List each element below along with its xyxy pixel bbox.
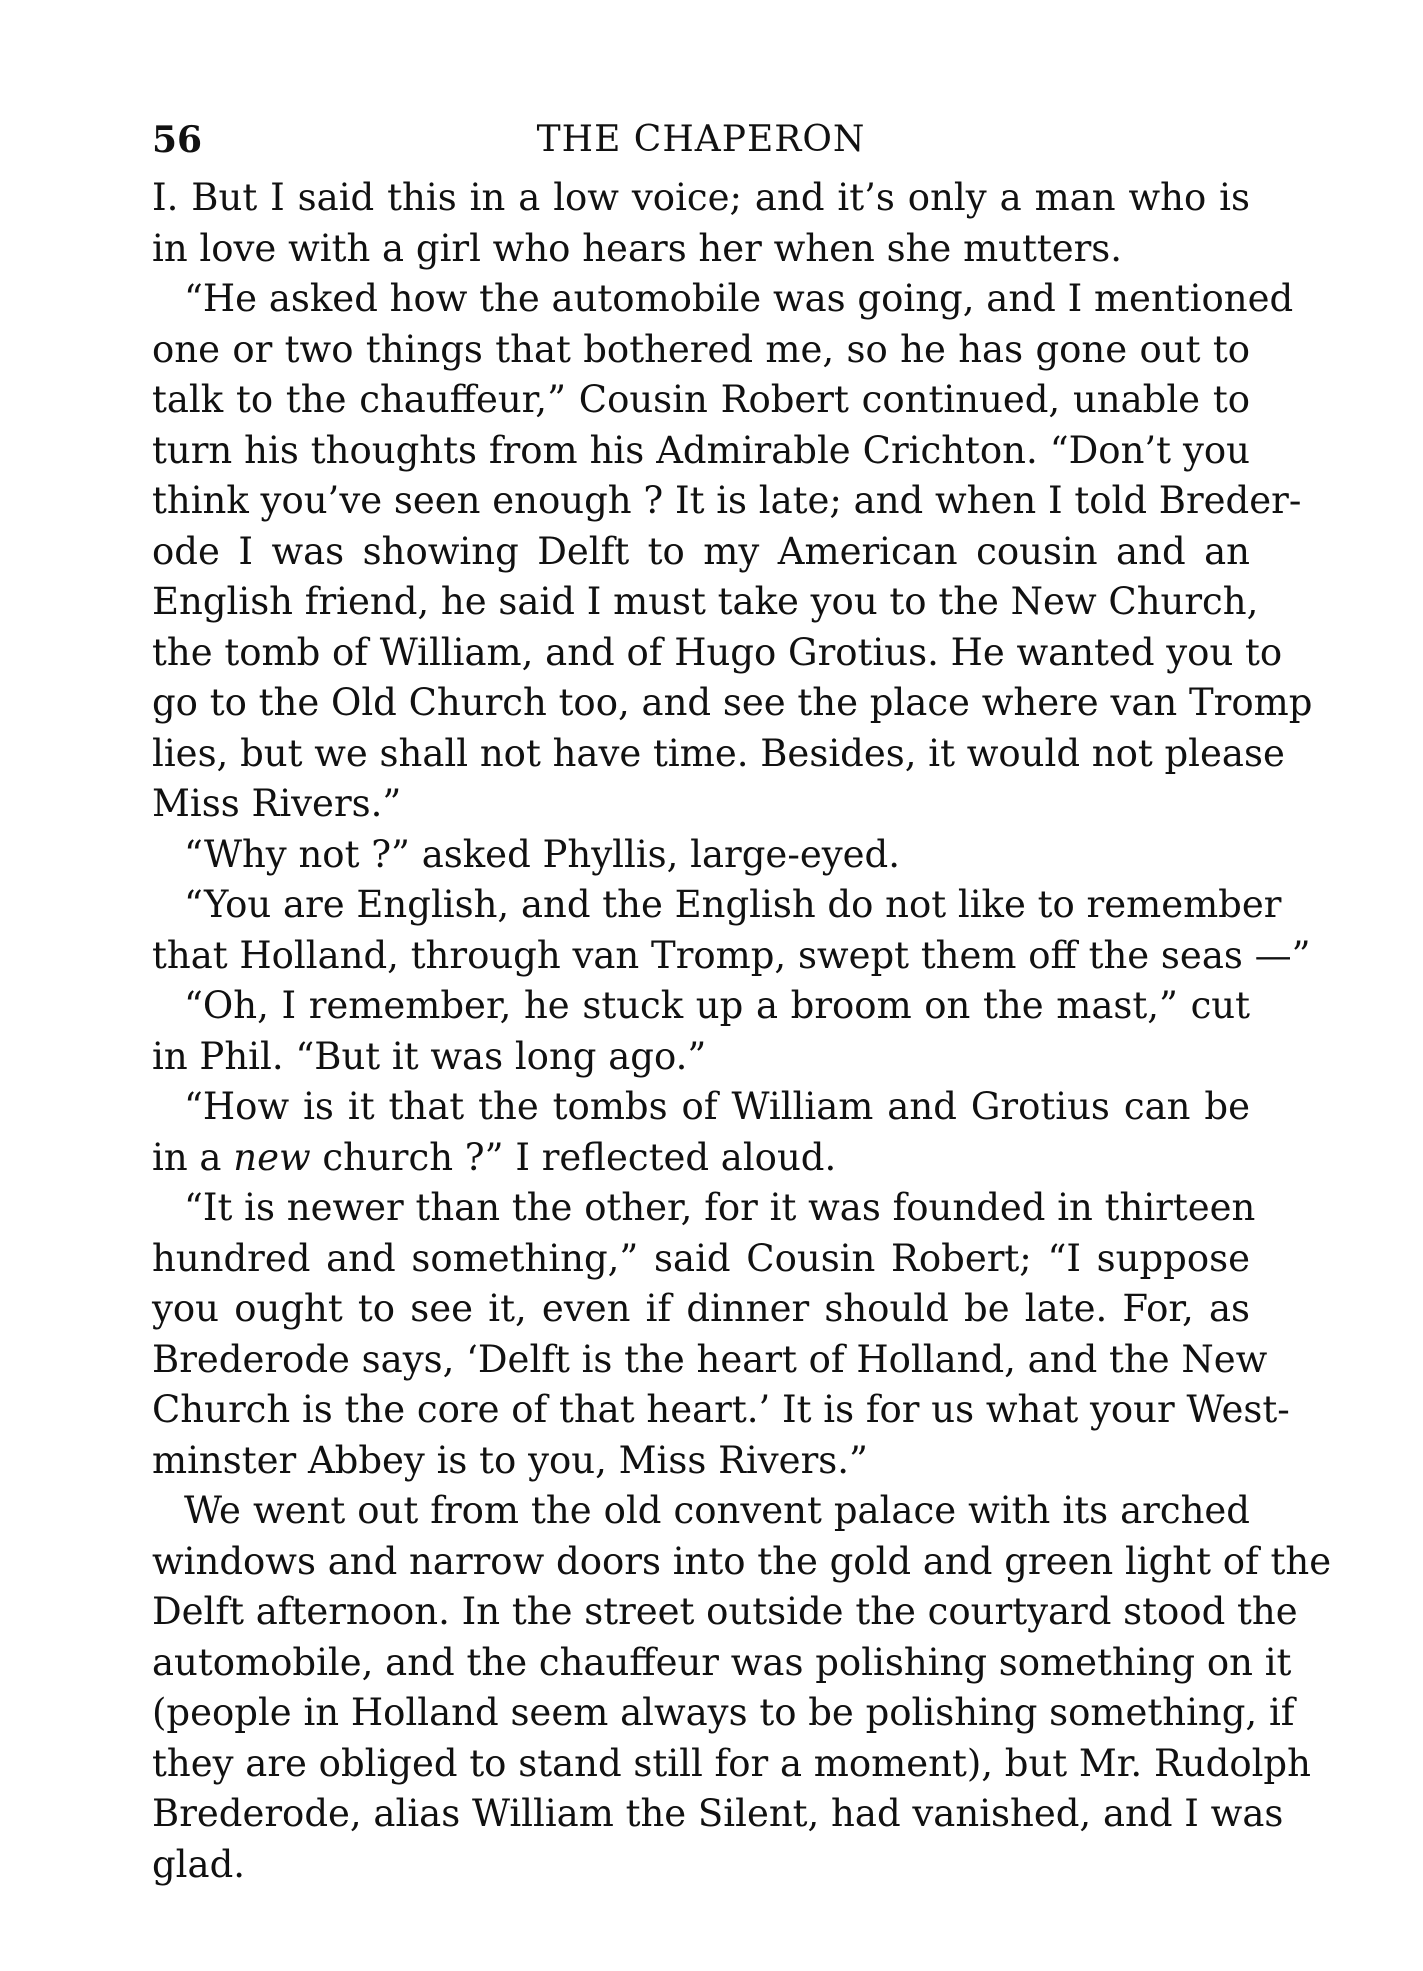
text-fragment: in a [152,1135,222,1179]
text-line: turn his thoughts from his Admirable Crichton. “Don’t you [152,428,1250,472]
text-line: We went out from the old convent palace with its arched [184,1489,1250,1532]
body-text [152,173,1332,1890]
text-line: windows and narrow doors into the gold and green light of the [152,1539,1332,1583]
text-line: “Why not ?” asked Phyllis, large-eyed. [184,832,900,876]
text-line: ode I was showing Delft to my American cousin and an [152,529,1250,573]
text-line: “How is it that the tombs of William and Grotius can be [184,1085,1250,1128]
text-line: Brederode, alias William the Silent, had vanished, and I was [152,1792,1284,1835]
text-fragment: church ?” I reflected aloud. [322,1135,837,1179]
running-title: THE CHAPERON [536,119,866,160]
text-line: you ought to see it, even if dinner should be late. For, as [152,1287,1250,1330]
text-line: automobile, and the chauffeur was polishing something on it [152,1640,1292,1684]
text-line: Church is the core of that heart.’ It is for us what your West- [152,1388,1290,1431]
text-line: “He asked how the automobile was going, and I mentioned [184,277,1294,320]
text-line: “Oh, I remember, he stuck up a broom on the mast,” cut [184,984,1250,1027]
text-line: Brederode says, ‘Delft is the heart of Holland, and the New [152,1337,1268,1381]
text-line: English friend, he said I must take you to the New Church, [152,580,1259,623]
text-line: lies, but we shall not have time. Besides, it would not please [152,731,1285,775]
page-number: 56 [152,119,203,161]
text-line: Delft afternoon. In the street outside the courtyard stood the [152,1590,1298,1633]
text-line: glad. [152,1842,246,1886]
text-line: minster Abbey is to you, Miss Rivers.” [152,1438,868,1482]
text-line: hundred and something,” said Cousin Robert; “I suppose [152,1236,1250,1280]
text-line: one or two things that bothered me, so he has gone out to [152,327,1250,371]
text-line: (people in Holland seem always to be polishing something, if [152,1691,1295,1734]
text-line: Miss Rivers.” [152,782,402,825]
text-line: the tomb of William, and of Hugo Grotius. He wanted you to [152,630,1283,674]
text-line: think you’ve seen enough ? It is late; and when I told Breder- [152,479,1302,522]
page-header [152,110,1250,170]
italic-word: new [233,1135,311,1179]
text-line [152,1133,1250,1184]
text-line: in Phil. “But it was long ago.” [152,1034,707,1078]
text-line: that Holland, through van Tromp, swept them off the seas —” [152,933,1311,977]
text-line: talk to the chauffeur,” Cousin Robert continued, unable to [152,378,1250,421]
text-line: “You are English, and the English do not like to remember [184,883,1282,926]
text-line: I. But I said this in a low voice; and it’s only a man who is [152,176,1250,219]
text-line: they are obliged to stand still for a moment), but Mr. Rudolph [152,1741,1311,1785]
text-line: “It is newer than the other, for it was founded in thirteen [184,1186,1256,1229]
text-line: go to the Old Church too, and see the place where van Tromp [152,681,1313,724]
text-line: in love with a girl who hears her when she mutters. [152,226,1123,270]
